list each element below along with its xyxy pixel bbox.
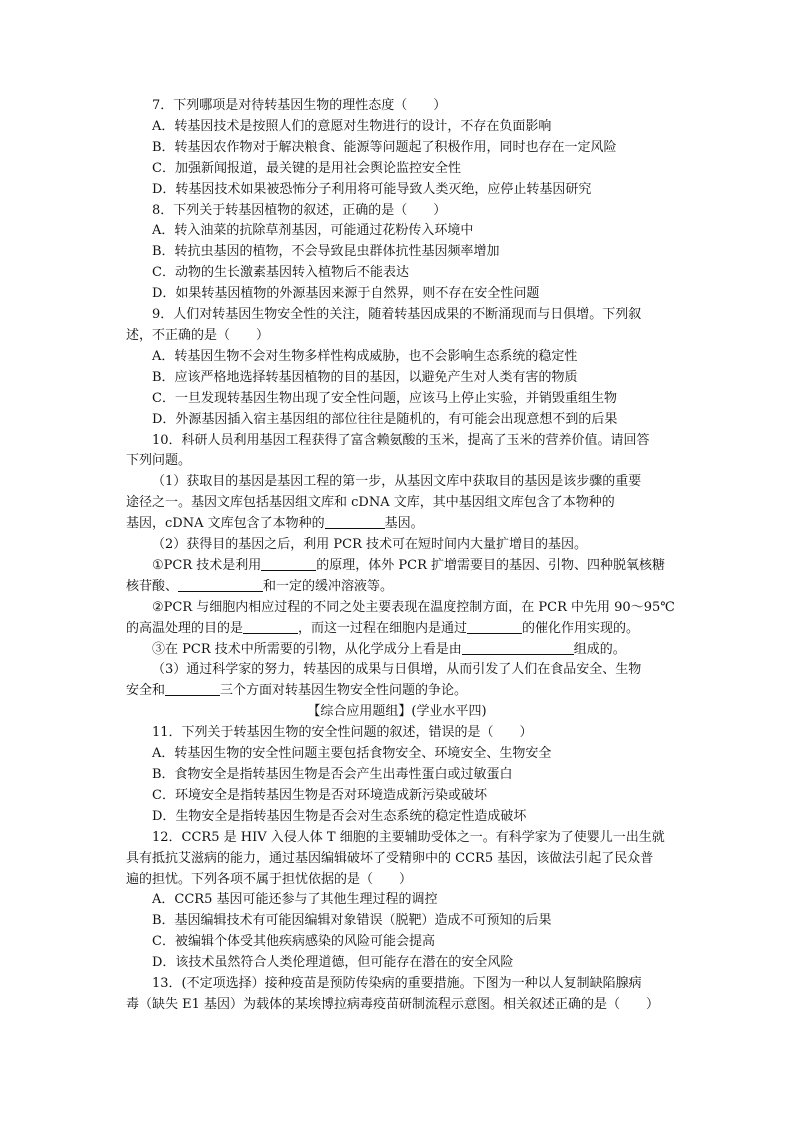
q10-part3-line1: （3）通过科学家的努力，转基因的成果与日俱增，从而引发了人们在食品安全、生物	[152, 662, 642, 678]
section-title: 【综合应用题组】(学业水平四)	[307, 704, 487, 720]
q13-stem-line1: 13．(不定项选择）接种疫苗是预防传染病的重要措施。下图为一种以人复制缺陷腺病	[152, 976, 642, 992]
q7-stem: 7．下列哪项是对待转基因生物的理性态度（ ）	[152, 98, 447, 113]
q10-part2-item1-text-c: 核苷酸、	[126, 578, 179, 594]
q10-part2-item3-text-a: ③在 PCR 技术中所需要的引物，从化学成分上看是由	[152, 641, 462, 657]
q10-part1-line3-text-a: 基因，cDNA 文库包含了本物种的	[126, 516, 325, 532]
q10-part2-item2-line1: ②PCR 与细胞内相应过程的不同之处主要表现在温度控制方面，在 PCR 中先用 90～95℃	[152, 599, 675, 615]
answer-blank	[165, 681, 220, 696]
q11-stem: 11．下列关于转基因生物的安全性问题的叙述，错误的是（ ）	[152, 725, 533, 741]
q10-part3-text-b: 安全和	[126, 683, 166, 699]
q12-option-a: A．CCR5 基因可能还参与了其他生理过程的调控	[152, 892, 438, 908]
q10-part3-line2	[126, 681, 668, 702]
q9-option-c: C．一旦发现转基因生物出现了安全性问题，应该马上停止实验，并销毁重组生物	[152, 390, 617, 406]
q11-option-d: D．生物安全是指转基因生物是否会对生态系统的稳定性造成破坏	[152, 808, 527, 824]
q10-part1-line3	[126, 514, 668, 535]
answer-blank	[178, 577, 263, 592]
q9-option-b: B．应该严格地选择转基因植物的目的基因，以避免产生对人类有害的物质	[152, 369, 578, 385]
q10-stem-line1: 10．科研人员利用基因工程获得了富含赖氨酸的玉米，提高了玉米的营养价值。请回答	[152, 432, 650, 448]
answer-blank	[462, 640, 574, 655]
q10-part1-line2: 途径之一。基因文库包括基因组文库和 cDNA 文库，其中基因组文库包含了本物种的	[126, 495, 615, 511]
q10-part2-item1-text-b: 的原理，体外 PCR 扩增需要目的基因、引物、四种脱氧核糖	[316, 557, 666, 573]
q10-part2-item3-text-b: 组成的。	[573, 641, 626, 657]
answer-blank	[467, 619, 522, 634]
q9-option-d: D．外源基因插入宿主基因组的部位往往是随机的，有可能会出现意想不到的后果	[152, 411, 618, 427]
answer-blank	[243, 619, 298, 634]
answer-blank	[325, 514, 385, 529]
q12-option-b: B．基因编辑技术有可能因编辑对象错误（脱靶）造成不可预知的后果	[152, 913, 552, 929]
q10-part2-item1-text-a: ①PCR 技术是利用	[152, 557, 262, 573]
q9-stem-line2: 述，不正确的是（ ）	[126, 327, 270, 343]
q10-part2-item1-line2	[126, 577, 668, 598]
question-content	[126, 96, 675, 1016]
q10-part2-item1-line1	[126, 556, 668, 577]
q10-part2-item1-text-d: 和一定的缓冲溶液等。	[263, 578, 394, 594]
q7-option-c: C．加强新闻报道，最关键的是用社会舆论监控安全性	[152, 160, 461, 176]
q12-option-c: C．被编辑个体受其他疾病感染的风险可能会提高	[152, 934, 435, 950]
q12-stem-line3: 遍的担忧。下列各项不属于担忧依据的是（ ）	[126, 871, 413, 887]
q7-option-a: A．转基因技术是按照人们的意愿对生物进行的设计，不存在负面影响	[152, 118, 552, 134]
q7-option-d: D．转基因技术如果被恐怖分子利用将可能导致人类灭绝，应停止转基因研究	[152, 181, 592, 197]
q10-part3-text-c: 三个方面对转基因生物安全性问题的争论。	[220, 683, 468, 699]
q12-option-d: D．该技术虽然符合人类伦理道德，但可能存在潜在的安全风险	[152, 955, 514, 971]
q10-part2-intro: （2）获得目的基因之后，利用 PCR 技术可在短时间内大量扩增目的基因。	[152, 537, 588, 553]
answer-blank	[261, 556, 316, 571]
q10-part2-item2-line2	[126, 619, 668, 640]
q13-stem-line2: 毒（缺失 E1 基因）为载体的某埃博拉病毒疫苗研制流程示意图。相关叙述正确的是（ ）	[126, 996, 660, 1012]
q10-part1-line1: （1）获取目的基因是基因工程的第一步，从基因文库中获取目的基因是该步骤的重要	[152, 474, 642, 490]
q11-option-c: C．环境安全是指转基因生物是否对环境造成新污染或破坏	[152, 787, 487, 803]
q7-option-b: B．转基因农作物对于解决粮食、能源等问题起了积极作用，同时也存在一定风险	[152, 139, 617, 155]
q10-part2-item3	[126, 640, 668, 661]
q9-option-a: A．转基因生物不会对生物多样性构成威胁，也不会影响生态系统的稳定性	[152, 348, 578, 364]
q8-option-b: B．转抗虫基因的植物，不会导致昆虫群体抗性基因频率增加	[152, 244, 500, 260]
q12-stem-line2: 具有抵抗艾滋病的能力，通过基因编辑破坏了受精卵中的 CCR5 基因，该做法引起了民众普	[126, 850, 654, 866]
q12-stem-line1: 12．CCR5 是 HIV 入侵人体 T 细胞的主要辅助受体之一。有科学家为了使婴儿一出生就	[152, 829, 665, 845]
q10-stem-line2: 下列问题。	[126, 453, 192, 469]
q10-part1-line3-text-b: 基因。	[384, 516, 424, 532]
q11-option-b: B．食物安全是指转基因生物是否会产生出毒性蛋白或过敏蛋白	[152, 767, 513, 782]
q8-stem: 8．下列关于转基因植物的叙述，正确的是（ ）	[152, 202, 447, 218]
q8-option-a: A．转入油菜的抗除草剂基因，可能通过花粉传入环境中	[152, 223, 474, 239]
q8-option-c: C．动物的生长激素基因转入植物后不能表达	[152, 265, 409, 281]
q10-part2-item2-text-c: ，而这一过程在细胞内是通过	[298, 620, 468, 636]
q10-part2-item2-text-d: 的催化作用实现的。	[522, 620, 640, 636]
q11-option-a: A．转基因生物的安全性问题主要包括食物安全、环境安全、生物安全	[152, 746, 552, 762]
q8-option-d: D．如果转基因植物的外源基因来源于自然界，则不存在安全性问题	[152, 286, 540, 302]
q9-stem-line1: 9．人们对转基因生物安全性的关注，随着转基因成果的不断涌现而与日俱增。下列叙	[152, 307, 642, 323]
q10-part2-item2-text-b: 的高温处理的目的是	[126, 620, 244, 636]
